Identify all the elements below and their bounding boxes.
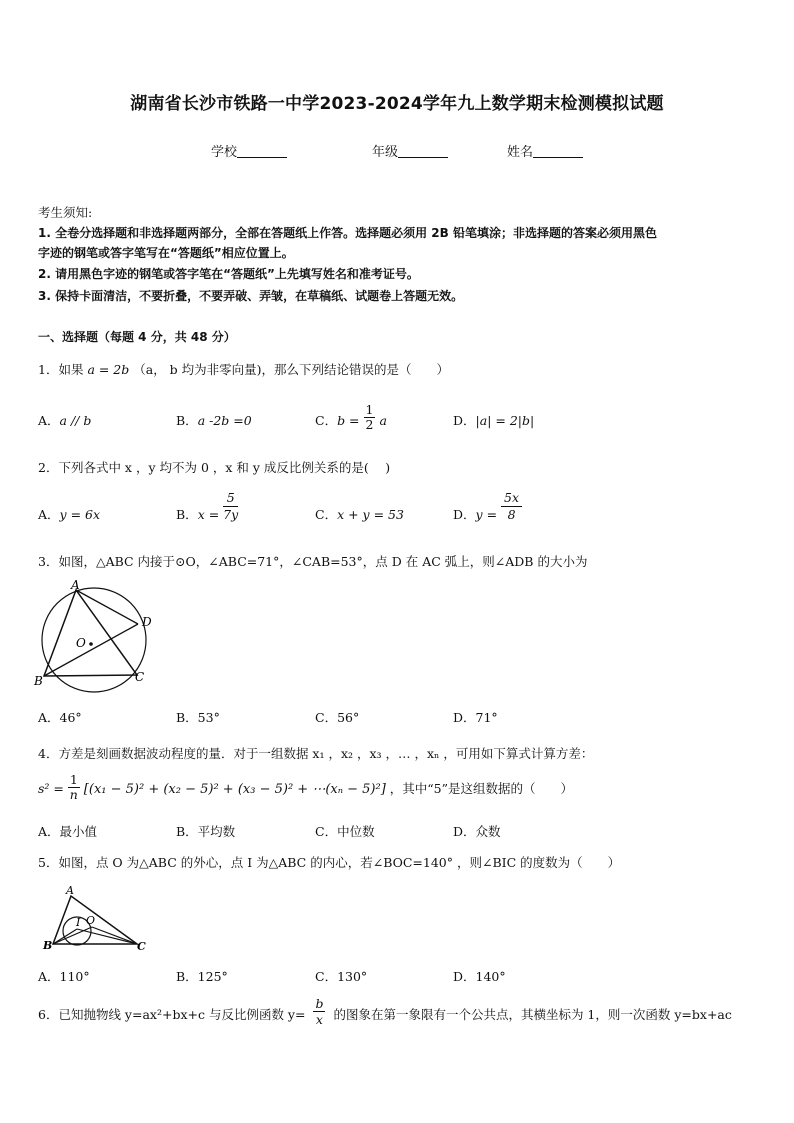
q3-center-dot [89,642,93,646]
q4-formula [38,773,573,802]
q1-c-numerator: 1 [365,402,374,417]
notice-heading: 考生须知: [38,205,93,220]
school-field[interactable] [211,141,287,160]
q6-stem [38,996,732,1027]
q3-stem: 3．如图，△ABC 内接于⊙O，∠ABC=71°，∠CAB=53°，点 D 在 AC 弧上，则∠ADB 的大小为 [38,554,588,569]
q4-option-c[interactable]: C．中位数 [315,824,375,839]
q6-stem-a: 6．已知抛物线 y=ax²+bx+c 与反比例函数 y= [38,1007,306,1022]
q3-segment-bd [44,624,138,676]
q3-label-o: O [76,636,86,650]
q2-a-letter: A． [38,507,60,522]
q2-c-letter: C． [315,507,338,522]
q4-option-b[interactable]: B．平均数 [176,824,236,839]
q1-option-b[interactable] [176,411,252,429]
notice-line1b: 字迹的钢笔或答字笔写在“答题纸”相应位置上。 [38,246,294,260]
grade-blank[interactable] [398,144,448,158]
q5-label-i: I [76,916,81,929]
q1-stem [38,360,449,378]
q3-label-d: D [142,615,152,629]
q1-d-letter: D． [453,413,476,428]
q3-option-c[interactable]: C．56° [315,710,360,725]
q6-fraction [313,996,325,1027]
q5-segment-oc [92,927,137,944]
q1-a-letter: A． [38,413,60,428]
q1-option-c[interactable] [315,403,387,432]
q6-denominator: x [315,1012,323,1027]
q1-prefix: 1．如果 [38,362,84,377]
q1-c-fraction [364,403,376,432]
q1-option-d[interactable] [453,411,534,429]
q1-b-math: a -2b =0 [197,413,252,428]
q5-option-a[interactable]: A．110° [38,969,90,984]
q2-option-b[interactable] [176,490,238,523]
q2-b-denominator: 7y [223,507,239,522]
section-heading: 一、选择题（每题 4 分，共 48 分） [38,330,236,344]
q4-formula-numerator: 1 [69,772,78,787]
q3-label-c: C [135,670,145,684]
grade-field[interactable] [372,141,448,160]
q5-triangle-figure [40,882,150,952]
school-blank[interactable] [237,144,287,158]
notice-line1a: 1. 全卷分选择题和非选择题两部分，全部在答题纸上作答。选择题必须用 2B 铅笔填涂；非选择题的答案必须用黑色 [38,226,657,240]
q3-segment-ad [76,590,138,624]
page-title: 湖南省长沙市铁路一中学2023-2024学年九上数学期末检测模拟试题 [130,94,664,114]
q1-c-letter: C． [315,413,338,428]
q2-d-fraction [501,490,522,523]
q5-label-o: O [86,914,96,927]
q2-option-d[interactable] [453,490,522,523]
q1-c-denominator: 2 [365,417,374,432]
q5-option-c[interactable]: C．130° [315,969,368,984]
q1-c-math: b = [337,413,364,428]
q1-option-a[interactable] [38,411,91,429]
q2-option-a[interactable] [38,505,100,523]
q2-b-left: x = [197,507,220,522]
q5-option-d[interactable]: D．140° [453,969,506,984]
q2-b-fraction [223,490,238,523]
q3-label-a: A [71,578,80,592]
q3-option-d[interactable]: D．71° [453,710,498,725]
q2-option-c[interactable] [315,505,404,523]
q3-option-b[interactable]: B．53° [176,710,220,725]
q3-circle-figure [32,578,162,696]
name-field[interactable] [507,141,583,160]
q2-d-numerator: 5x [501,490,522,507]
q1-paren: （a， b 均为非零向量)，那么下列结论错误的是（ ） [133,362,450,377]
q5-label-a: A [66,884,74,897]
notice-line2: 2. 请用黑色字迹的钢笔或答字笔在“答题纸”上先填写姓名和准考证号。 [38,267,419,281]
q4-option-a[interactable]: A．最小值 [38,824,98,839]
q1-c-tail: a [379,413,387,428]
q5-label-b: B [43,939,53,952]
q5-stem: 5．如图，点 O 为△ABC 的外心，点 I 为△ABC 的内心，若∠BOC=140° ，则∠BIC 的度数为（ ） [38,855,621,870]
q2-d-denominator: 8 [507,507,516,522]
q3-label-b: B [34,674,43,688]
q2-stem: 2．下列各式中 x ，y 均不为 0 ，x 和 y 成反比例关系的是( ) [38,460,391,475]
q2-b-letter: B． [176,507,198,522]
q4-stem: 4．方差是刻画数据波动程度的量．对于一组数据 x₁ ，x₂ ，x₃ ，… ，xₙ ，可用如下算式计算方差： [38,746,594,761]
notice-line3: 3. 保持卡面清洁，不要折叠，不要弄破、弄皱，在草稿纸、试题卷上答题无效。 [38,289,464,303]
q2-a-math: y = 6x [59,507,101,522]
q4-formula-denominator: n [69,787,78,802]
q2-d-letter: D． [453,507,476,522]
school-label: 学校 [211,145,238,160]
q4-formula-body: [(x₁ − 5)² + (x₂ − 5)² + (x₃ − 5)² + ⋯(xₙ − 5)²] [83,782,386,797]
q2-b-numerator: 5 [223,490,238,507]
q1-b-letter: B． [176,413,198,428]
q1-condition: a = 2b [87,362,130,377]
name-blank[interactable] [533,144,583,158]
q4-formula-left: s² = [38,781,64,796]
q3-option-a[interactable]: A．46° [38,710,82,725]
q6-stem-b: 的图象在第一象限有一个公共点，其横坐标为 1，则一次函数 y=bx+ac [333,1007,732,1022]
q2-c-math: x + y = 53 [337,507,404,522]
q1-a-math: a // b [59,413,92,428]
grade-label: 年级 [372,145,399,160]
q2-d-left: y = [475,507,498,522]
q4-formula-fraction [68,773,80,802]
q5-label-c: C [137,940,146,952]
q4-formula-tail: ，其中“5”是这组数据的（ ） [389,781,573,796]
q4-option-d[interactable]: D．众数 [453,824,501,839]
q6-numerator: b [315,996,324,1011]
name-label: 姓名 [507,145,534,160]
q5-option-b[interactable]: B．125° [176,969,228,984]
q1-d-math: |a| = 2|b| [475,413,535,428]
